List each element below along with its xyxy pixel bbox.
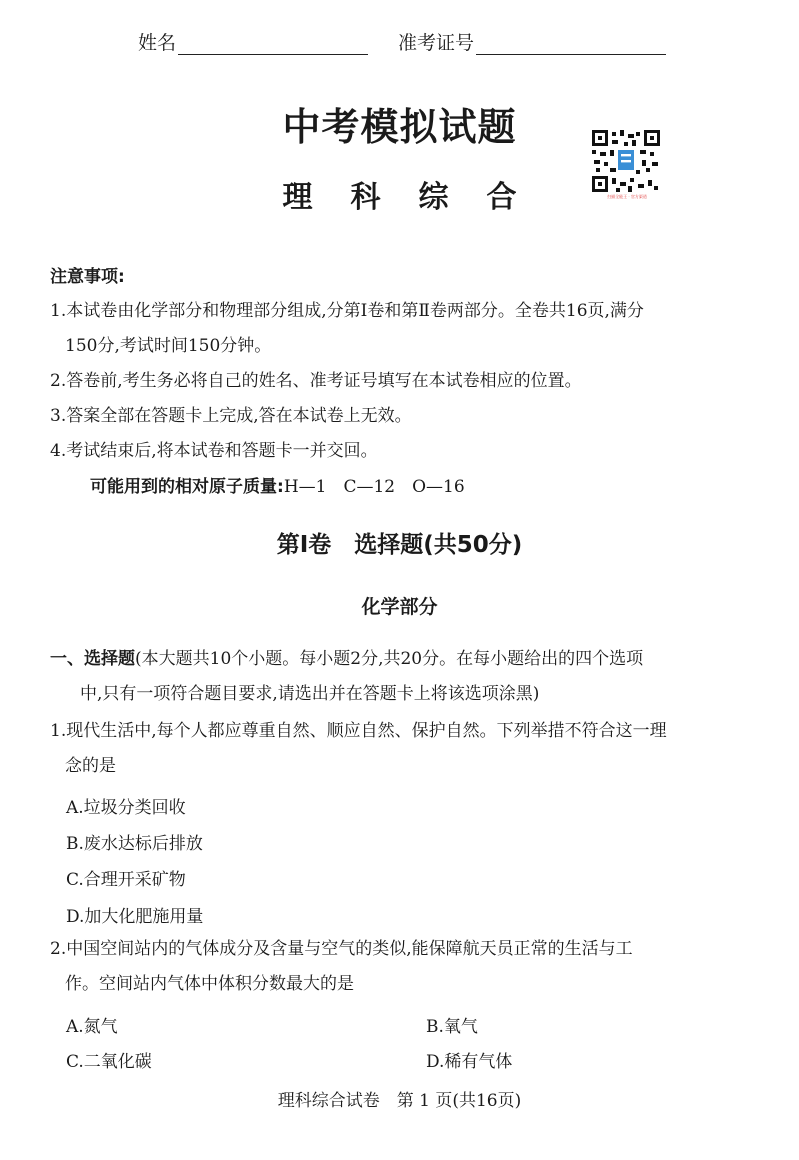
name-label: 姓名 [138, 32, 177, 54]
notice-item-1-line2: 150分,考试时间150分钟。 [65, 336, 272, 356]
notice-item-2: 2.答卷前,考生务必将自己的姓名、准考证号填写在本试卷相应的位置。 [50, 371, 582, 391]
question-2-stem [50, 932, 760, 1002]
notice-item-4: 4.考试结束后,将本试卷和答题卡一并交回。 [50, 441, 378, 461]
question-1-option-d[interactable]: D.加大化肥施用量 [66, 907, 204, 927]
atomic-mass-line [90, 472, 465, 497]
part1-label: 一、选择题 [50, 649, 135, 669]
subject-title: 理科综合 [282, 180, 555, 215]
exam-id-blank-line [476, 36, 666, 55]
atomic-mass-label: 可能用到的相对原子质量: [90, 477, 284, 497]
exam-id-field[interactable] [398, 28, 666, 55]
exam-id-label: 准考证号 [398, 32, 475, 54]
question-2-line1: 2.中国空间站内的气体成分及含量与空气的类似,能保障航天员正常的生活与工 [50, 939, 633, 959]
question-2-option-a[interactable]: A.氮气 [66, 1017, 118, 1037]
qr-caption: 扫描全能王 · 官方渠道 [607, 194, 647, 199]
question-1-option-c[interactable]: C.合理开采矿物 [66, 870, 186, 890]
part1-instructions-line1: (本大题共10个小题。每小题2分,共20分。在每小题给出的四个选项 [135, 649, 644, 669]
question-1-option-a[interactable]: A.垃圾分类回收 [66, 798, 186, 818]
notice-item-3: 3.答案全部在答题卡上完成,答在本试卷上无效。 [50, 406, 412, 426]
question-2-option-d[interactable]: D.稀有气体 [426, 1052, 513, 1072]
page-footer: 理科综合试卷 第 1 页(共16页) [277, 1091, 522, 1111]
atomic-mass-values: H—1 C—12 O—16 [283, 477, 465, 497]
name-field[interactable] [138, 28, 368, 55]
exam-title: 中考模拟试题 [282, 105, 517, 149]
part-title: 化学部分 [361, 596, 438, 618]
section-title: 第Ⅰ卷 选择题(共50分) [276, 532, 523, 558]
question-1-line1: 1.现代生活中,每个人都应尊重自然、顺应自然、保护自然。下列举措不符合这一理 [50, 721, 667, 741]
question-2-option-b[interactable]: B.氧气 [426, 1017, 478, 1037]
question-1-line2: 念的是 [65, 756, 116, 776]
part1-instructions [50, 642, 762, 712]
notice-title: 注意事项: [50, 267, 125, 287]
question-1-stem [50, 714, 760, 784]
notice-item-1-line1: 1.本试卷由化学部分和物理部分组成,分第Ⅰ卷和第Ⅱ卷两部分。全卷共16页,满分 [50, 301, 644, 321]
question-2-option-c[interactable]: C.二氧化碳 [66, 1052, 152, 1072]
notice-item-1 [50, 294, 760, 364]
part1-instructions-line2: 中,只有一项符合题目要求,请选出并在答题卡上将该选项涂黑) [80, 684, 540, 704]
question-2-line2: 作。空间站内气体中体积分数最大的是 [65, 974, 354, 994]
qr-code-icon [592, 130, 660, 192]
name-blank-line [178, 36, 368, 55]
question-1-option-b[interactable]: B.废水达标后排放 [66, 834, 203, 854]
